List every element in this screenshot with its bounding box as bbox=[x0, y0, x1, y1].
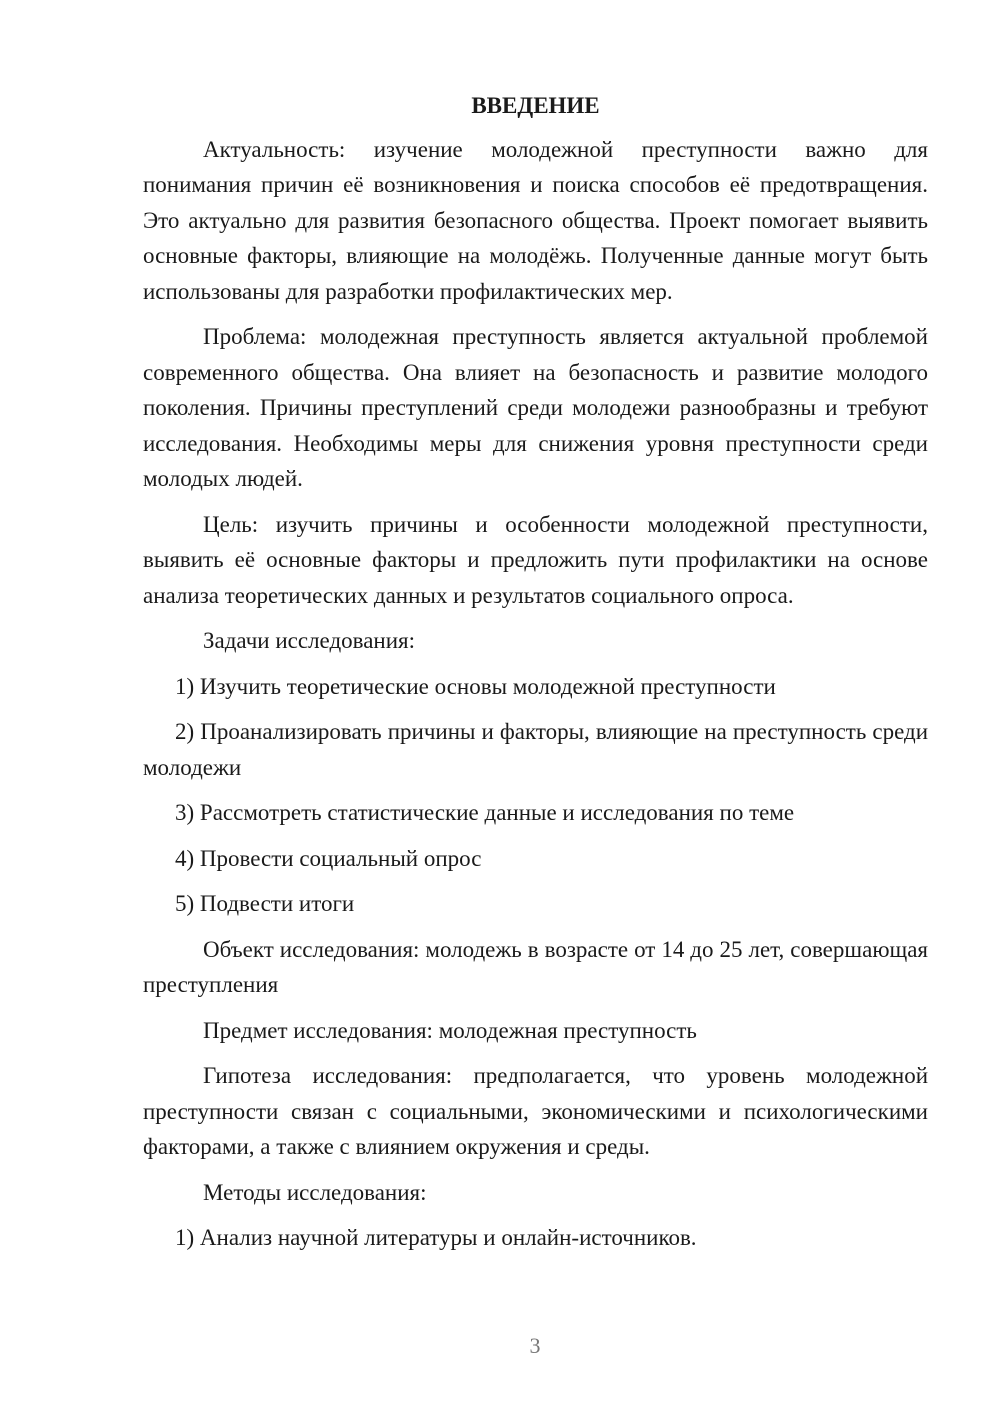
paragraph-hypothesis: Гипотеза исследования: предполагается, что уровень молодежной преступности связан с социальными, экономическими и психологическими факторами, а также с влиянием окружения и среды. bbox=[143, 1063, 928, 1159]
paragraph-subject: Предмет исследования: молодежная преступность bbox=[203, 1017, 697, 1043]
task-item: 3) Рассмотреть статистические данные и исследования по теме bbox=[175, 800, 795, 825]
paragraph-relevance: Актуальность: изучение молодежной преступности важно для понимания причин её возникновения и поиска способов её предотвращения. Это актуально для развития безопасного общества. Проект помогает выявить основные факторы, влияющие на молодёжь. Полученные данные могут быть использованы для разработки профилактических мер. bbox=[143, 136, 928, 304]
task-item: 4) Провести социальный опрос bbox=[175, 845, 482, 871]
page-title: ВВЕДЕНИЕ bbox=[471, 93, 600, 118]
task-item: 2) Проанализировать причины и факторы, влияющие на преступность среди молодежи bbox=[143, 719, 928, 780]
page-number: 3 bbox=[529, 1333, 541, 1358]
method-item: 1) Анализ научной литературы и онлайн-источников. bbox=[175, 1225, 697, 1250]
paragraph-object: Объект исследования: молодежь в возрасте от 14 до 25 лет, совершающая преступления bbox=[143, 936, 928, 997]
paragraph-problem: Проблема: молодежная преступность является актуальной проблемой современного общества. Она влияет на безопасность и развитие молодого поколения. Причины преступлений среди молодежи разнообразны и требуют исследования. Необходимы меры для снижения уровня преступности среди молодых людей. bbox=[143, 324, 928, 491]
page-content bbox=[143, 88, 928, 1266]
methods-heading: Методы исследования: bbox=[203, 1179, 427, 1205]
task-item: 5) Подвести итоги bbox=[175, 891, 355, 916]
paragraph-goal: Цель: изучить причины и особенности молодежной преступности, выявить её основные факторы и предложить пути профилактики на основе анализа теоретических данных и результатов социального опроса. bbox=[143, 511, 928, 608]
tasks-heading: Задачи исследования: bbox=[203, 628, 416, 653]
task-item: 1) Изучить теоретические основы молодежной преступности bbox=[175, 673, 776, 699]
